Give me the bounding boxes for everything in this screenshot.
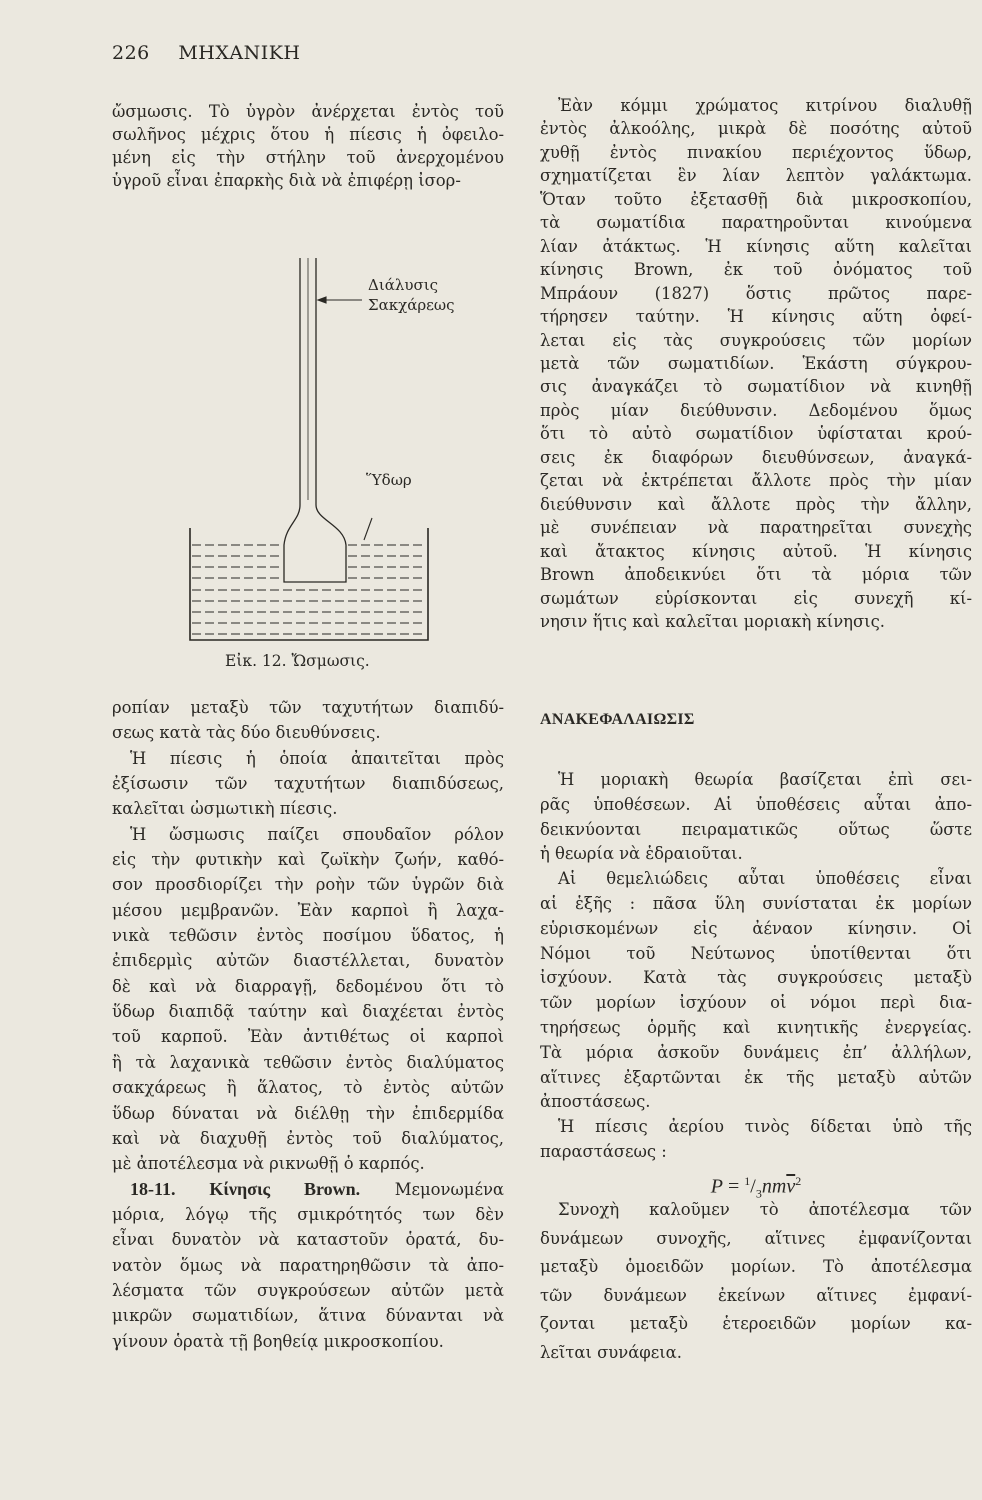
- text-line: σις ἀναγκάζει τὸ σωματίδιον νὰ κινηθῇ: [540, 377, 972, 397]
- text-line: Αἱ θεμελιώδεις αὗται ὑποθέσεις εἶναι: [558, 869, 972, 889]
- text-line: λεται εἰς τὰς συγκρούσεις τῶν μορίων: [540, 330, 972, 350]
- text-line: Μπράουν (1827) ὅστις πρῶτος παρε-: [540, 283, 972, 303]
- text-line: Ἡ ὤσμωσις παίζει σπουδαῖον ρόλον: [130, 824, 504, 844]
- text-line: μένη εἰς τὴν στήλην τοῦ ἀνερχομένου: [112, 148, 504, 167]
- formula-lhs: P: [710, 1175, 724, 1198]
- text-line: τήρησεν ταύτην. Ἡ κίνησις αὕτη ὀφεί-: [540, 307, 972, 327]
- text-line: τοῦ καρποῦ. Ἐὰν ἀντιθέτως οἱ καρποὶ: [112, 1027, 504, 1047]
- text-line: καὶ νὰ διαχυθῇ ἐντὸς τοῦ διαλύματος,: [112, 1128, 504, 1148]
- text-line: σωμάτων εὑρίσκονται εἰς συνεχῆ κί-: [540, 588, 972, 608]
- water-label: Ὕδωρ: [366, 471, 412, 489]
- text-line: μόρια, λόγῳ τῆς σμικρότητός των δὲν: [112, 1204, 504, 1224]
- text-line: πρὸς μίαν διεύθυνσιν. Δεδομένου ὅμως: [540, 400, 972, 420]
- text-line: ἐντὸς ἀλκοόλης, μικρὰ δὲ ποσότης αὐτοῦ: [540, 119, 972, 139]
- text-line: δὲ καὶ νὰ διαρραγῇ, δεδομένου ὅτι τὸ: [112, 976, 504, 996]
- text-line: λέσματα τῶν συγκρούσεων αὐτῶν μετὰ: [112, 1280, 504, 1300]
- text-line: ὑγροῦ εἶναι ἐπαρκὴς διὰ νὰ ἐπιφέρῃ ἰσορ-: [112, 171, 461, 190]
- text-line: μικρῶν σωματιδίων, ἅτινα δύνανται νὰ: [112, 1306, 504, 1326]
- text-line: μεταξὺ ὁμοειδῶν μορίων. Τὸ ἀποτέλεσμα: [540, 1257, 972, 1277]
- section-title: 18-11. Κίνησις Brown.: [130, 1178, 361, 1199]
- text-line: ροπίαν μεταξὺ τῶν ταχυτήτων διαπιδύ-: [112, 698, 504, 717]
- text-line: Ἡ πίεσις ἡ ὁποία ἀπαιτεῖται πρὸς: [130, 748, 504, 768]
- text-line: δυνάμεων συνοχῆς, αἵτινες ἐμφανίζονται: [540, 1228, 972, 1248]
- text-line: Ἐὰν κόμμι χρώματος κιτρίνου διαλυθῇ: [558, 96, 972, 115]
- text-line: νησιν ἥτις καὶ καλεῖται μοριακὴ κίνησις.: [540, 611, 886, 631]
- text-line: νικὰ τεθῶσιν ἐντὸς ποσίμου ὕδατος, ἡ: [112, 926, 504, 946]
- summary-heading: ΑΝΑΚΕΦΑΛΑΙΩΣΙΣ: [540, 711, 695, 728]
- text-line: μέσου μεμβρανῶν. Ἐὰν καρποὶ ἢ λαχα-: [112, 900, 504, 920]
- text-line: Νόμοι τοῦ Νεύτωνος ὑποτίθενται ὅτι: [540, 943, 972, 963]
- text-line: ρᾶς ὑποθέσεων. Αἱ ὑποθέσεις αὗται ἀπο-: [540, 794, 972, 814]
- text-line: Συνοχὴ καλοῦμεν τὸ ἀποτέλεσμα τῶν: [558, 1200, 972, 1219]
- water-pointer: [364, 518, 372, 540]
- formula-v-bar: $\overline{v}$: [786, 1175, 796, 1198]
- text-line: Ὅταν τοῦτο ἐξετασθῇ διὰ μικροσκοπίου,: [540, 189, 972, 209]
- text-line: σακχάρεως ἢ ἅλατος, τὸ ἐντὸς αὐτῶν: [112, 1078, 504, 1098]
- text-line: σεως κατὰ τὰς δύο διευθύνσεις.: [112, 723, 381, 743]
- text-line: σχηματίζεται ἓν λίαν λεπτὸν γαλάκτωμα.: [540, 166, 972, 186]
- solution-label: [368, 275, 455, 315]
- text-line: καλεῖται ὠσμωτικὴ πίεσις.: [112, 799, 338, 819]
- text-line: εἰς τὴν φυτικὴν καὶ ζωϊκὴν ζωήν, καθό-: [112, 850, 504, 870]
- figure-caption: Εἰκ. 12. Ὤσμωσις.: [225, 652, 370, 670]
- text-line: ἢ τὰ λαχανικὰ τεθῶσιν ἐντὸς διαλύματος: [112, 1052, 504, 1072]
- formula-exponent: 2: [795, 1174, 802, 1188]
- running-title: ΜΗΧΑΝΙΚΗ: [178, 42, 301, 64]
- text-line: ζονται μεταξὺ ἑτεροειδῶν μορίων κα-: [540, 1314, 972, 1334]
- text-line: ἰσχύουν. Κατὰ τὰς συγκρούσεις μεταξὺ: [540, 968, 972, 988]
- text-line: λεῖται συνάφεια.: [540, 1342, 682, 1362]
- text-line: λίαν ἀτάκτως. Ἡ κίνησις αὕτη καλεῖται: [540, 236, 972, 256]
- text-line: [112, 1177, 504, 1202]
- text-line: αἱ ἑξῆς : πᾶσα ὕλη συνίσταται ἐκ μορίων: [540, 893, 972, 913]
- formula-numerator: 1: [744, 1174, 751, 1188]
- text-line: ὅτι τὸ αὐτὸ σωματίδιον ὑφίσταται κρού-: [540, 424, 972, 444]
- text-line: τηρήσεως ὁρμῆς καὶ κινητικῆς ἐνεργείας.: [540, 1017, 972, 1037]
- summary-text: [540, 768, 972, 1165]
- cohesion-text: [540, 1196, 972, 1368]
- text-line: αἵτινες ἐξαρτῶνται ἐκ τῆς μεταξὺ αὐτῶν: [540, 1067, 972, 1087]
- text-line: ὕδωρ δύναται νὰ διέλθῃ τὴν ἐπιδερμίδα: [112, 1103, 504, 1123]
- text-line: Ἡ μοριακὴ θεωρία βασίζεται ἐπὶ σει-: [558, 770, 972, 789]
- section-text: Μεμονωμένα: [394, 1179, 504, 1199]
- text-line: μετὰ τῶν σωματιδίων. Ἑκάστη σύγκρου-: [540, 353, 972, 373]
- text-line: τῶν μορίων ἰσχύουν οἱ νόμοι περὶ δια-: [540, 993, 972, 1013]
- text-line: γίνουν ὁρατὰ τῇ βοηθείᾳ μικροσκοπίου.: [112, 1331, 444, 1351]
- formula-slash: /: [750, 1175, 756, 1198]
- text-line: ἐπιδερμὶς αὐτῶν διαστέλλεται, δυνατὸν: [112, 951, 504, 971]
- text-line: εἶναι δυνατὸν νὰ καταστοῦν ὁρατά, δυ-: [112, 1230, 504, 1250]
- left-column-main-text: [112, 695, 504, 1354]
- text-line: τὰ σωματίδια παρατηροῦνται κινούμενα: [540, 213, 972, 233]
- formula-nm: nm: [761, 1175, 787, 1198]
- text-line: ἡ θεωρία νὰ ἑδραιοῦται.: [540, 844, 743, 864]
- text-line: χυθῇ ἐντὸς πινακίου περιέχοντος ὕδωρ,: [540, 142, 972, 162]
- formula-denominator: 3: [755, 1186, 762, 1201]
- text-line: ἐξίσωσιν τῶν ταχυτήτων διαπιδύσεως,: [112, 774, 504, 794]
- text-line: ζεται νὰ ἐκτρέπεται ἄλλοτε πρὸς τὴν μίαν: [540, 471, 972, 491]
- text-line: Brown ἀποδεικνύει ὅτι τὰ μόρια τῶν: [540, 565, 972, 585]
- solution-label-line: Σακχάρεως: [368, 296, 455, 314]
- text-line: κίνησις Brown, ἐκ τοῦ ὀνόματος τοῦ: [540, 260, 972, 280]
- text-line: Ἡ πίεσις ἀερίου τινὸς δίδεται ὑπὸ τῆς: [558, 1117, 972, 1137]
- right-column-top-text: [540, 94, 972, 633]
- page-number: 226: [112, 42, 150, 64]
- text-line: μὲ συνέπειαν νὰ παρατηρεῖται συνεχὴς: [540, 518, 972, 538]
- text-line: μὲ ἀποτέλεσμα νὰ ρικνωθῇ ὁ καρπός.: [112, 1154, 425, 1174]
- text-line: καὶ ἄτακτος κίνησις αὐτοῦ. Ἡ κίνησις: [540, 541, 972, 561]
- text-line: σεις ἐκ διαφόρων διευθύνσεων, ἀναγκά-: [540, 447, 972, 467]
- text-line: δεικνύονται πειραματικῶς οὕτως ὥστε: [540, 819, 972, 839]
- text-line: σωλῆνος μέχρις ὅτου ἡ πίεσις ἡ ὀφειλο-: [112, 125, 504, 144]
- text-line: ὕδωρ διαπιδᾷ ταύτην καὶ διαχέεται ἐντὸς: [112, 1002, 504, 1022]
- text-line: παραστάσεως :: [540, 1141, 667, 1161]
- text-line: Τὰ μόρια ἀσκοῦν δυνάμεις ἐπ’ ἀλλήλων,: [540, 1042, 972, 1062]
- text-line: ἀποστάσεως.: [540, 1092, 651, 1112]
- text-line: σον προσδιορίζει τὴν ροὴν τῶν ὑγρῶν διὰ: [112, 875, 504, 895]
- text-line: διεύθυνσιν καὶ ἄλλοτε πρὸς τὴν ἄλλην,: [540, 494, 972, 514]
- formula-equals: =: [723, 1175, 745, 1198]
- text-line: εὑρισκομένων εἰς ἀέναον κίνησιν. Οἱ: [540, 918, 972, 938]
- solution-label-line: Διάλυσις: [368, 276, 438, 294]
- text-line: ὤσμωσις. Τὸ ὑγρὸν ἀνέρχεται ἐντὸς τοῦ: [112, 102, 504, 121]
- text-line: νατὸν ὅμως νὰ παρατηρηθῶσιν τὰ ἀπο-: [112, 1255, 504, 1275]
- text-line: τῶν δυνάμεων ἐκείνων αἵτινες ἐμφανί-: [540, 1285, 972, 1305]
- thistle-tube: [284, 258, 346, 582]
- water-lines: [192, 545, 426, 634]
